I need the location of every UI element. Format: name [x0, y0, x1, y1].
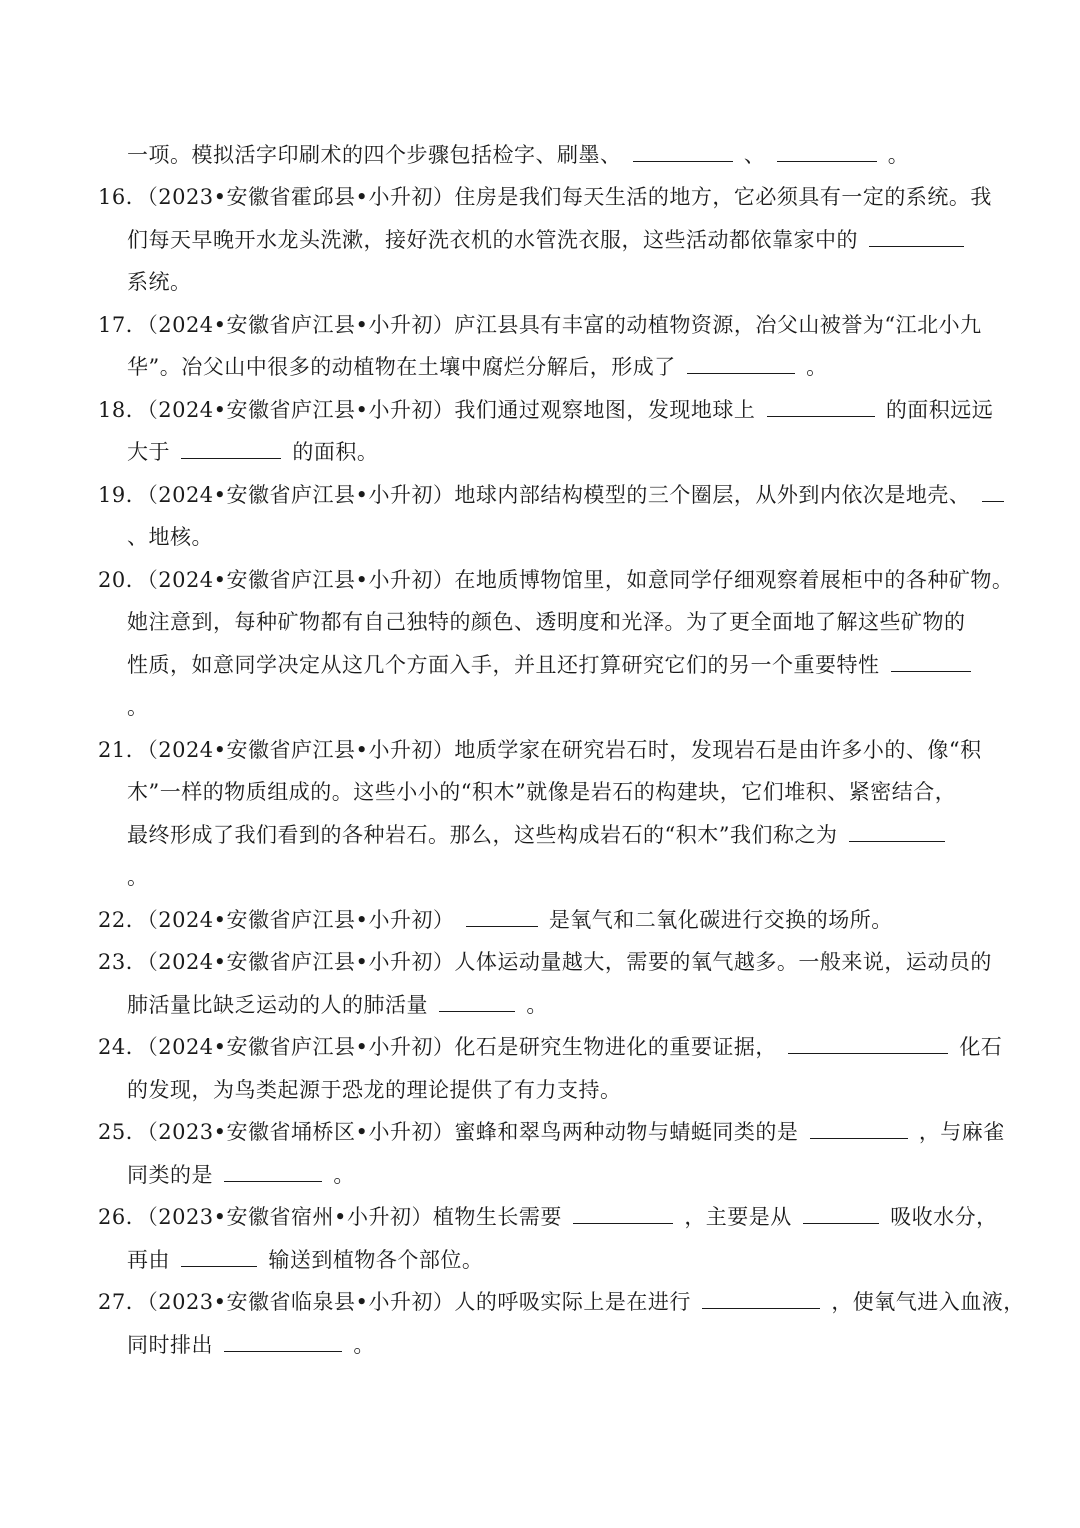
question-text: 是氧气和二氧化碳进行交换的场所。 — [548, 908, 893, 932]
question-text: ，主要是从 — [684, 1205, 799, 1229]
answer-blank[interactable] — [224, 1161, 322, 1182]
question-text: 17．（2024•安徽省庐江县•小升初）庐江县具有丰富的动植物资源，冶父山被誉为“江北小九 — [98, 313, 982, 337]
answer-blank[interactable] — [891, 651, 971, 672]
question-text: 系统。 — [127, 270, 192, 294]
question-text: 22．（2024•安徽省庐江县•小升初） — [98, 908, 455, 932]
question-27-line-2 — [127, 1331, 375, 1359]
question-19-line-2 — [127, 523, 213, 551]
question-text: 肺活量比缺乏运动的人的肺活量 — [127, 993, 436, 1017]
question-text: 华”。冶父山中很多的动植物在土壤中腐烂分解后，形成了 — [127, 355, 683, 379]
question-25-line-2 — [127, 1161, 355, 1189]
question-20-line-1 — [98, 566, 1013, 594]
question-20-line-2 — [127, 608, 966, 636]
question-text: 25．（2023•安徽省埇桥区•小升初）蜜蜂和翠鸟两种动物与蜻蜓同类的是 — [98, 1120, 799, 1144]
answer-blank[interactable] — [573, 1203, 673, 1224]
answer-blank[interactable] — [849, 821, 945, 842]
question-27-line-1 — [98, 1288, 1025, 1316]
question-text: 输送到植物各个部位。 — [268, 1248, 484, 1272]
question-text: 一项。模拟活字印刷术的四个步骤包括检字、刷墨、 — [127, 143, 622, 167]
question-text: 同时排出 — [127, 1333, 213, 1357]
answer-blank[interactable] — [181, 438, 281, 459]
question-text: 21．（2024•安徽省庐江县•小升初）地质学家在研究岩石时，发现岩石是由许多小的、像“积 — [98, 738, 982, 762]
question-text: 18．（2024•安徽省庐江县•小升初）我们通过观察地图，发现地球上 — [98, 398, 763, 422]
question-16-line-2 — [127, 226, 968, 254]
question-text: 23．（2024•安徽省庐江县•小升初）人体运动量越大，需要的氧气越多。一般来说，运动员的 — [98, 950, 992, 974]
question-23-line-2 — [127, 991, 548, 1019]
question-17-line-2 — [127, 353, 828, 381]
answer-blank[interactable] — [788, 1033, 948, 1054]
answer-blank[interactable] — [869, 226, 964, 247]
question-23-line-1 — [98, 948, 992, 976]
question-text: 再由 — [127, 1248, 178, 1272]
question-text: 的发现，为鸟类起源于恐龙的理论提供了有力支持。 — [127, 1078, 622, 1102]
question-21-line-1 — [98, 736, 982, 764]
question-18-line-2 — [127, 438, 378, 466]
question-text: 她注意到，每种矿物都有自己独特的颜色、透明度和光泽。为了更全面地了解这些矿物的 — [127, 610, 966, 634]
question-text: 的面积远远 — [885, 398, 994, 422]
question-26-line-1 — [98, 1203, 998, 1231]
question-text: 。 — [526, 993, 548, 1017]
question-text: 24．（2024•安徽省庐江县•小升初）化石是研究生物进化的重要证据， — [98, 1035, 777, 1059]
question-text: 大于 — [127, 440, 178, 464]
question-21-line-4 — [127, 863, 149, 891]
question-15-line-1 — [127, 141, 909, 169]
answer-blank[interactable] — [777, 141, 877, 162]
question-20-line-4 — [127, 693, 149, 721]
answer-blank[interactable] — [982, 481, 1004, 502]
question-text: 。 — [127, 865, 149, 889]
question-text: 最终形成了我们看到的各种岩石。那么，这些构成岩石的“积木”我们称之为 — [127, 823, 845, 847]
question-16-line-1 — [98, 183, 992, 211]
answer-blank[interactable] — [224, 1331, 342, 1352]
answer-blank[interactable] — [810, 1118, 908, 1139]
answer-blank[interactable] — [466, 906, 538, 927]
question-20-line-3 — [127, 651, 975, 679]
answer-blank[interactable] — [687, 353, 795, 374]
question-text: 们每天早晚开水龙头洗漱，接好洗衣机的水管洗衣服，这些活动都依靠家中的 — [127, 228, 858, 252]
question-text: 、地核。 — [127, 525, 213, 549]
question-text: 吸收水分， — [890, 1205, 998, 1229]
question-19-line-1 — [98, 481, 1008, 509]
question-text: 化石 — [959, 1035, 1003, 1059]
question-text: 27．（2023•安徽省临泉县•小升初）人的呼吸实际上是在进行 — [98, 1290, 691, 1314]
answer-blank[interactable] — [767, 396, 875, 417]
question-text: 木”一样的物质组成的。这些小小的“积木”就像是岩石的构建块，它们堆积、紧密结合， — [127, 780, 957, 804]
question-text: 性质，如意同学决定从这几个方面入手，并且还打算研究它们的另一个重要特性 — [127, 653, 887, 677]
question-text: 16．（2023•安徽省霍邱县•小升初）住房是我们每天生活的地方，它必须具有一定的系统。我 — [98, 185, 992, 209]
question-text: ，使氧气进入血液， — [831, 1290, 1025, 1314]
question-16-line-3 — [127, 268, 192, 296]
question-text: 。 — [353, 1333, 375, 1357]
answer-blank[interactable] — [439, 991, 515, 1012]
question-text: 的面积。 — [292, 440, 379, 464]
question-26-line-2 — [127, 1246, 483, 1274]
question-18-line-1 — [98, 396, 993, 424]
question-text: 、 — [743, 143, 766, 167]
answer-blank[interactable] — [803, 1203, 879, 1224]
question-24-line-2 — [127, 1076, 622, 1104]
question-text: 。 — [127, 695, 149, 719]
question-21-line-2 — [127, 778, 956, 806]
question-text: 。 — [333, 1163, 355, 1187]
question-25-line-1 — [98, 1118, 1005, 1146]
question-text: 20．（2024•安徽省庐江县•小升初）在地质博物馆里，如意同学仔细观察着展柜中的各种矿物。 — [98, 568, 1014, 592]
question-text: 。 — [887, 143, 910, 167]
question-text: 26．（2023•安徽省宿州•小升初）植物生长需要 — [98, 1205, 570, 1229]
question-text: ，与麻雀 — [918, 1120, 1005, 1144]
question-text: 19．（2024•安徽省庐江县•小升初）地球内部结构模型的三个圈层，从外到内依次是地壳、 — [98, 483, 971, 507]
question-text: 。 — [806, 355, 828, 379]
question-24-line-1 — [98, 1033, 1002, 1061]
answer-blank[interactable] — [702, 1288, 820, 1309]
answer-blank[interactable] — [181, 1246, 257, 1267]
question-text: 同类的是 — [127, 1163, 213, 1187]
question-22-line-1 — [98, 906, 893, 934]
question-21-line-3 — [127, 821, 949, 849]
question-17-line-1 — [98, 311, 982, 339]
answer-blank[interactable] — [633, 141, 733, 162]
